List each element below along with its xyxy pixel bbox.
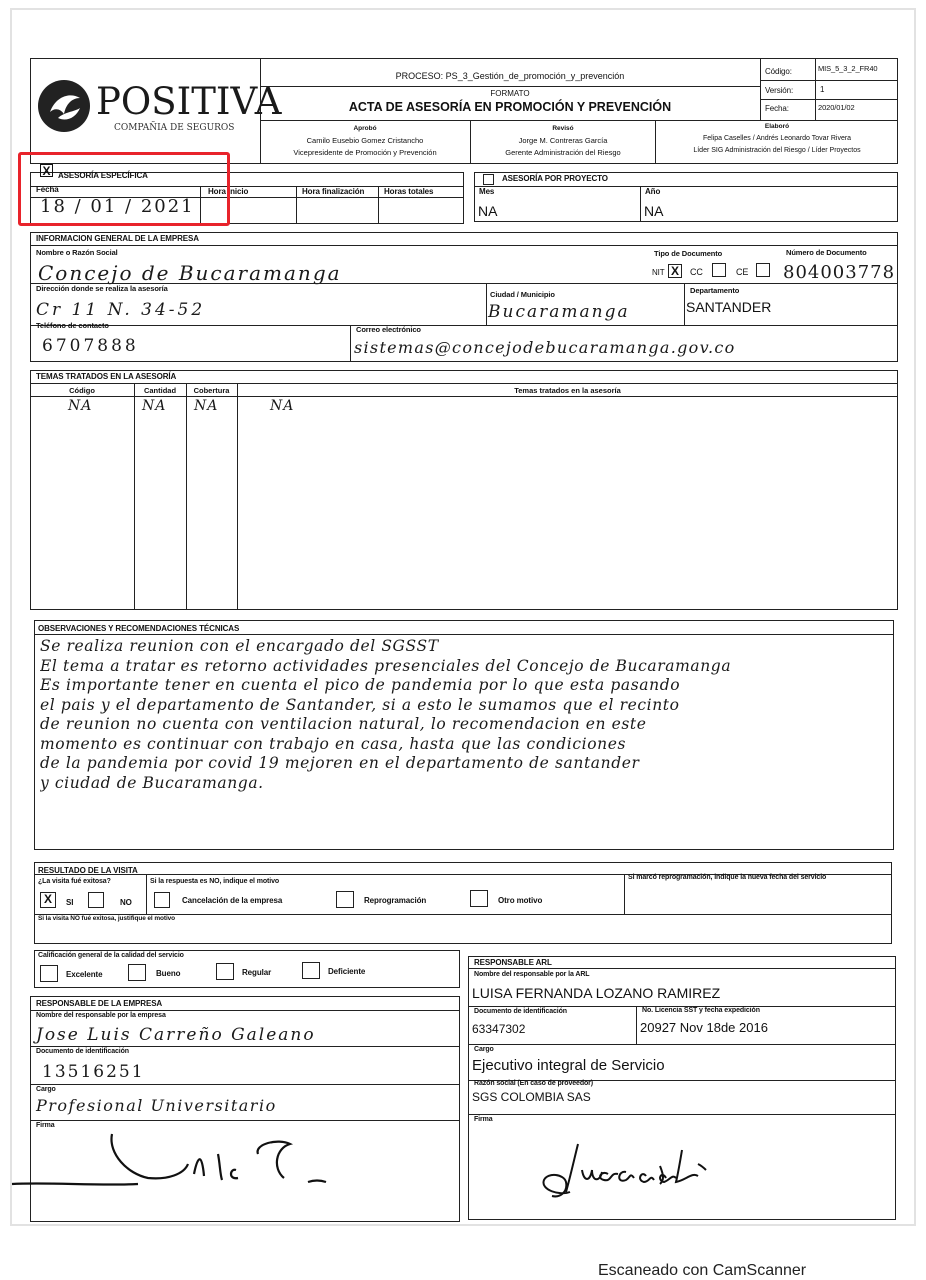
temas-cantidad-value: NA [142, 398, 167, 414]
no-checkbox[interactable] [88, 892, 104, 908]
asesoria-proyecto-label: ASESORÍA POR PROYECTO [502, 174, 608, 183]
horas-totales-label: Horas totales [384, 187, 434, 196]
correo-value: sistemas@concejodebucaramanga.gov.co [354, 338, 736, 357]
asesoria-especifica-label: ASESORÍA ESPECÍFICA [58, 171, 148, 180]
arl-firma-label: Firma [474, 1116, 493, 1123]
direccion-label: Dirección donde se realiza la asesoría [36, 284, 168, 293]
arl-cargo-label: Cargo [474, 1046, 494, 1053]
empresa-resp-firma-label: Firma [36, 1122, 55, 1129]
col-cobertura: Cobertura [193, 386, 230, 395]
temas-section-title: TEMAS TRATADOS EN LA ASESORÍA [36, 372, 177, 381]
otro-motivo-checkbox[interactable] [470, 890, 488, 907]
ciudad-label: Ciudad / Municipio [490, 290, 555, 299]
empresa-resp-nombre-label: Nombre del responsable por la empresa [36, 1012, 166, 1019]
deficiente-checkbox[interactable] [302, 962, 320, 979]
elaboro-role: Líder SIG Administración del Riesgo / Líder Proyectos [693, 147, 861, 154]
arl-licencia-label: No. Licencia SST y fecha expedición [642, 1007, 760, 1014]
direccion-value: Cr 11 N. 34-52 [36, 300, 206, 320]
ce-label: CE [736, 267, 749, 277]
razon-social-value: Concejo de Bucaramanga [38, 261, 342, 285]
temas-temas-value: NA [270, 398, 295, 414]
highlight-box [18, 152, 230, 226]
version-label: Versión: [765, 86, 794, 95]
codigo-label: Código: [765, 67, 792, 76]
excelente-checkbox[interactable] [40, 965, 58, 982]
tipo-doc-label: Tipo de Documento [654, 249, 723, 258]
fecha-value: 18 / 01 / 2021 [40, 196, 195, 217]
mes-value: NA [478, 203, 498, 219]
empresa-resp-section-title: RESPONSABLE DE LA EMPRESA [36, 999, 163, 1008]
arl-cargo-value: Ejecutivo integral de Servicio [472, 1057, 665, 1074]
asesoria-especifica-checkbox[interactable]: X [40, 164, 53, 177]
reprog-fecha-label: Si marcó reprogramación, indique la nueva fecha del servicio [628, 874, 827, 881]
regular-checkbox[interactable] [216, 963, 234, 980]
codigo-value: MIS_5_3_2_FR40 [818, 64, 878, 73]
si-checkbox[interactable]: X [40, 892, 56, 908]
reprogramacion-label: Reprogramación [364, 896, 427, 905]
resultado-section-title: RESULTADO DE LA VISITA [38, 866, 138, 875]
nit-label: NIT [652, 268, 665, 277]
empresa-resp-nombre-value: Jose Luis Carreño Galeano [36, 1025, 316, 1045]
obs-line: momento es continuar con trabajo en casa, hasta que las condiciones [40, 734, 627, 753]
document-title: ACTA DE ASESORÍA EN PROMOCIÓN Y PREVENCIÓN [348, 100, 672, 114]
arl-nombre-value: LUISA FERNANDA LOZANO RAMIREZ [472, 985, 721, 1001]
ano-value: NA [644, 203, 664, 219]
temas-cobertura-value: NA [194, 398, 219, 414]
arl-signature-icon [530, 1130, 730, 1210]
telefono-label: Teléfono de contacto [36, 321, 109, 330]
ciudad-value: Bucaramanga [488, 302, 630, 322]
telefono-value: 6707888 [42, 336, 139, 356]
bueno-checkbox[interactable] [128, 964, 146, 981]
obs-line: Es importante tener en cuenta el pico de pandemia por lo que esta pasando [40, 676, 681, 694]
col-cantidad: Cantidad [143, 386, 177, 395]
mes-label: Mes [479, 187, 495, 196]
calificacion-label: Calificación general de la calidad del servicio [38, 952, 184, 959]
bueno-label: Bueno [156, 969, 181, 978]
elaboro-label: Elaboró [764, 123, 790, 130]
aprobo-name: Camilo Eusebio Gomez Cristancho [306, 136, 424, 145]
no-label: NO [120, 898, 132, 907]
razon-social-label: Nombre o Razón Social [36, 248, 118, 257]
ce-checkbox[interactable] [756, 263, 770, 277]
reviso-role: Gerente Administración del Riesgo [505, 148, 621, 157]
regular-label: Regular [242, 968, 272, 977]
proceso-label: PROCESO: PS_3_Gestión_de_promoción_y_prevención [395, 71, 625, 81]
positiva-logo [36, 76, 282, 146]
ano-label: Año [645, 187, 661, 196]
si-label: SI [66, 898, 74, 907]
motivo-label: Si la respuesta es NO, indique el motivo [150, 878, 280, 885]
cc-label: CC [690, 267, 703, 277]
fecha-doc-value: 2020/01/02 [818, 103, 855, 112]
depto-label: Departamento [690, 286, 740, 295]
observaciones-section-title: OBSERVACIONES Y RECOMENDACIONES TÉCNICAS [38, 624, 240, 633]
empresa-section-title: INFORMACION GENERAL DE LA EMPRESA [36, 234, 199, 243]
num-doc-value: 804003778 [783, 262, 896, 283]
arl-doc-label: Documento de identificación [474, 1008, 567, 1015]
empresa-resp-cargo-value: Profesional Universitario [36, 1096, 277, 1115]
camscanner-footer: Escaneado con CamScanner [598, 1262, 807, 1279]
correo-label: Correo electrónico [356, 325, 421, 334]
excelente-label: Excelente [66, 970, 103, 979]
arl-section-title: RESPONSABLE ARL [474, 958, 552, 967]
exitosa-label: ¿La visita fué exitosa? [38, 878, 111, 885]
deficiente-label: Deficiente [328, 967, 366, 976]
empresa-resp-doc-label: Documento de identificación [36, 1048, 129, 1055]
obs-line: de reunion no cuenta con ventilacion natural, lo recomendacion en este [40, 715, 647, 733]
fecha-label: Fecha [36, 185, 59, 194]
arl-doc-value: 63347302 [472, 1022, 526, 1036]
empresa-resp-cargo-label: Cargo [36, 1086, 56, 1093]
hora-fin-label: Hora finalización [302, 187, 365, 196]
positiva-logo-icon [36, 78, 92, 134]
otro-motivo-label: Otro motivo [498, 896, 543, 905]
aprobo-role: Vicepresidente de Promoción y Prevención [293, 148, 437, 157]
cancelacion-label: Cancelación de la empresa [182, 896, 283, 905]
reviso-label: Revisó [552, 125, 574, 132]
obs-line: de la pandemia por covid 19 mejoren en el departamento de santander [40, 754, 640, 772]
formato-label: FORMATO [490, 89, 530, 98]
reprogramacion-checkbox[interactable] [336, 891, 354, 908]
arl-licencia-value: 20927 Nov 18de 2016 [640, 1020, 768, 1035]
obs-line: y ciudad de Bucaramanga. [40, 773, 264, 792]
col-temas: Temas tratados en la asesoría [514, 386, 621, 395]
nit-checkbox[interactable]: X [668, 264, 682, 278]
empresa-resp-doc-value: 13516251 [42, 1062, 145, 1082]
elaboro-name: Felipa Caselles / Andrés Leonardo Tovar Rivera [702, 135, 852, 142]
logo-name: POSITIVA [96, 80, 282, 123]
observaciones-text [40, 637, 890, 793]
arl-razon-value: SGS COLOMBIA SAS [472, 1090, 591, 1104]
cancelacion-checkbox[interactable] [154, 892, 170, 908]
empresa-signature-icon [8, 1124, 348, 1204]
num-doc-label: Número de Documento [786, 248, 867, 257]
aprobo-label: Aprobó [353, 125, 377, 132]
obs-line: El tema a tratar es retorno actividades presenciales del Concejo de Bucaramanga [40, 656, 732, 675]
logo-subtitle: COMPAÑIA DE SEGUROS [114, 123, 235, 133]
fecha-doc-label: Fecha: [765, 104, 789, 113]
arl-razon-label: Razón social (En caso de proveedor) [474, 1080, 594, 1087]
temas-codigo-value: NA [68, 398, 93, 414]
cc-checkbox[interactable] [712, 263, 726, 277]
depto-value: SANTANDER [686, 299, 772, 315]
col-codigo: Código [69, 386, 95, 395]
obs-line: el pais y el departamento de Santander, si a esto le sumamos que el recinto [40, 695, 680, 714]
version-value: 1 [820, 85, 825, 94]
arl-nombre-label: Nombre del responsable por la ARL [474, 971, 590, 978]
reviso-name: Jorge M. Contreras García [518, 136, 608, 145]
obs-line: Se realiza reunion con el encargado del SGSST [40, 637, 439, 655]
no-exitosa-label: Si la visita NO fué exitosa, justifique el motivo [38, 915, 176, 922]
asesoria-proyecto-checkbox[interactable] [483, 174, 494, 185]
hora-inicio-label: Hora inicio [208, 187, 249, 196]
